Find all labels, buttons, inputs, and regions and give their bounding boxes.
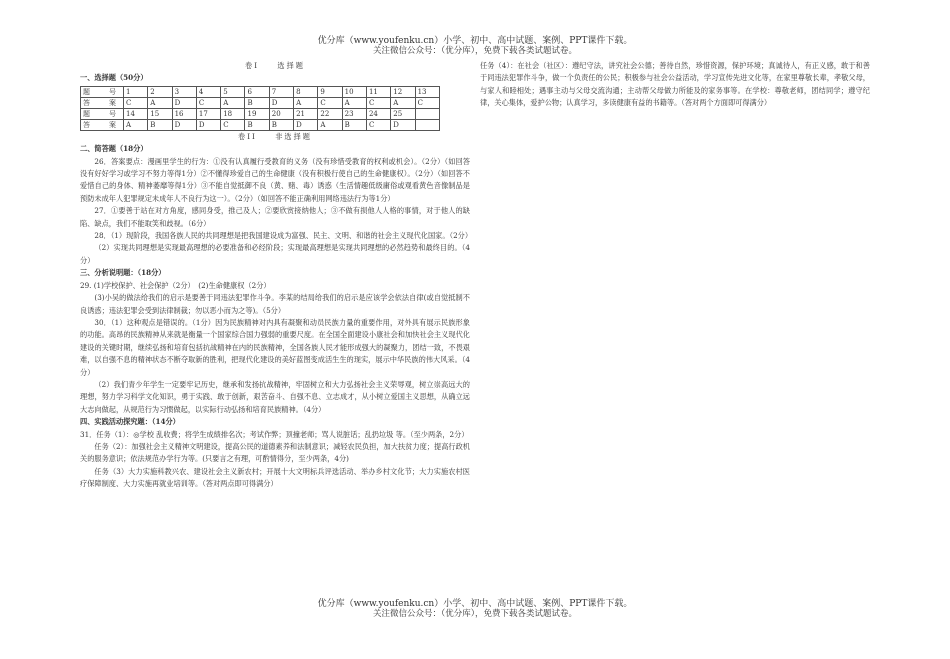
answer-30-2: （2）我们青少年学生一定要牢记历史，继承和发扬抗战精神，牢固树立和大力弘扬社会主义荣辱观，树立崇高远大的理想，努力学习科学文化知识，勇于实践、敢于创新，艰苦奋斗、自强不息、立志成才，从小树立爱国主义思想，从确立远大志向做起，从规范行为习惯做起，以实际行动弘扬和培育民族精神。（4分）	[80, 379, 470, 414]
juan1-title: 卷Ⅰ 选择题	[245, 61, 305, 70]
table-cell: A	[148, 97, 172, 108]
table-cell: D	[294, 119, 318, 130]
table-cell: D	[391, 119, 415, 130]
table-cell: A	[221, 97, 245, 108]
table-cell: C	[366, 97, 390, 108]
table-cell: A	[342, 97, 366, 108]
table-cell: 12	[391, 86, 415, 97]
table-cell: C	[196, 97, 220, 108]
juan2-title: 卷II 非选择题	[238, 131, 312, 141]
table-cell: C	[415, 97, 439, 108]
answer-28-1: 28．（1）现阶段，我国各族人民的共同理想是把我国建设成为富强、民主、文明、和谐的社会主义现代化国家。（2分）	[94, 231, 473, 241]
table-cell: 题 号	[81, 86, 124, 97]
table-cell: A	[318, 119, 342, 130]
table-cell	[415, 119, 439, 130]
table-cell: 19	[245, 108, 269, 119]
answer-31-task-1: 31．任务（1）：◎学校 乱收费；将学生成绩排名次；考试作弊；顶撞老师；骂人说脏话；乱扔垃圾 等。（至少两条，2分）	[80, 429, 469, 439]
table-cell	[415, 108, 439, 119]
table-cell: 3	[172, 86, 196, 97]
answer-31-task-2: 任务（2）：加强社会主义精神文明建设，提高公民的道德素养和法制意识；减轻农民负担，加大扶贫力度；提高行政机关的服务意识；依法规范办学行为等。(只要言之有理，可酌情得分，至少两条，4分)	[80, 441, 470, 464]
table-cell: 5	[221, 86, 245, 97]
table-cell: D	[172, 119, 196, 130]
table-cell: 14	[124, 108, 148, 119]
table-cell: 题 号	[81, 108, 124, 119]
table-cell: 13	[415, 86, 439, 97]
answer-31-task-4: 任务（4）：在社会（社区）：遵纪守法，讲究社会公德；善待自然，珍惜资源，保护环境；真诚待人，有正义感，敢于和善于同违法犯罪作斗争，做一个负责任的公民；积极参与社会公益活动，学习宣传先进文化等，在家里尊敬长辈，孝敬父母，与家人和睦相处；遇事主动与父母交流沟通；主动帮父母做力所能及的家务事等。在学校：尊敬老师，团结同学；遵守纪律，关心集体，爱护公物；认真学习，多读健康有益的书籍等。（答对两个方面即可得满分）	[480, 61, 870, 108]
table-cell: A	[294, 97, 318, 108]
table-cell: B	[342, 119, 366, 130]
table-cell: D	[172, 97, 196, 108]
table-cell: 22	[318, 108, 342, 119]
table-cell: A	[124, 119, 148, 130]
answer-26: 26．答案要点：漫画里学生的行为：①没有认真履行受教育的义务（没有珍惜受教育的权利或机会）。（2分）（如回答没有好好学习或学习不努力等得1分）②不懂得珍爱自己的生命健康（没有积极行使自己的生命健康权）。（2分）（如回答不爱惜自己的身体、精神萎靡等得1分）③不能自觉抵御不良（黄、赌、毒）诱惑（生活情趣低级庸俗或观看黄色音像制品是预防未成年人犯罪规定未成年人不良行为这一）。（2分）（如回答不能正确利用网络违法行为等1分）	[80, 156, 470, 203]
table-row	[81, 97, 440, 108]
table-cell: B	[245, 97, 269, 108]
table-cell: 23	[342, 108, 366, 119]
table-cell: 24	[366, 108, 390, 119]
table-cell: D	[196, 119, 220, 130]
left-column	[80, 60, 473, 491]
section-1-title: 一、选择题（50分）	[80, 73, 148, 83]
answer-29-1: 29. (1)学校保护、社会保护（2分） (2)生命健康权（2分）	[80, 280, 271, 290]
table-cell: 6	[245, 86, 269, 97]
answer-28-2: （2）实现共同理想是实现最高理想的必要准备和必经阶段；实现最高理想是实现共同理想的必然趋势和最终目的。（4分）	[80, 243, 470, 265]
right-column	[480, 60, 870, 110]
table-cell: 9	[318, 86, 342, 97]
table-cell: B	[148, 119, 172, 130]
table-cell: 7	[269, 86, 293, 97]
footer-line-1: 优分库（www.youfenku.cn）小学、初中、高中试题、案例、PPT课件下载。	[317, 599, 633, 609]
table-cell: 20	[269, 108, 293, 119]
table-cell: 21	[294, 108, 318, 119]
section-4-title: 四、实践活动探究题：（14分）	[80, 417, 180, 427]
answer-29-3: (3)小吴的做法给我们的启示是要善于同违法犯罪作斗争。李某的结局给我们的启示是应该学会依法自律(或自觉抵制不良诱惑；违法犯罪会受到法律制裁；勿以恶小而为之等)。（5分）	[80, 293, 470, 315]
table-cell: 答 案	[81, 119, 124, 130]
answer-30-1: 30．（1）这种观点是错误的。（1分）因为民族精神对内具有凝聚和动员民族力量的重要作用，对外具有展示民族形象的功能。高昂的民族精神从来就是衡量一个国家综合国力强弱的重要尺度。在全国全面建设小康社会和加快社会主义现代化建设的关键时期，继续弘扬和培育包括抗战精神在内的民族精神，全国各族人民才能形成强大的凝聚力，团结一致，不畏艰难，以自强不息的精神状态不断夺取新的胜利，把现代化建设的美好蓝图变成活生生的现实，展示中华民族的伟大风采。（4分）	[80, 317, 470, 377]
answer-27: 27．①要善于站在对方角度，感同身受，推己及人；②要欣赏接纳他人；③不做有损他人人格的事情，对于他人的缺陷、缺点，我们不能取笑和歧视。（6分）	[80, 206, 470, 228]
section-2-title: 二、简答题（18分）	[80, 144, 148, 154]
page-footer	[0, 599, 950, 619]
answer-table	[80, 86, 440, 131]
table-cell: A	[391, 97, 415, 108]
table-cell: D	[269, 97, 293, 108]
table-cell: C	[366, 119, 390, 130]
table-cell: 25	[391, 108, 415, 119]
table-cell: C	[318, 97, 342, 108]
table-cell: 18	[221, 108, 245, 119]
table-row	[81, 86, 440, 97]
table-cell: 4	[196, 86, 220, 97]
table-cell: B	[245, 119, 269, 130]
table-cell: 10	[342, 86, 366, 97]
page-header	[0, 36, 950, 56]
table-cell: 1	[124, 86, 148, 97]
table-cell: C	[221, 119, 245, 130]
header-line-2: 关注微信公众号：（优分库），免费下载各类试题试卷。	[372, 46, 577, 56]
table-row	[81, 108, 440, 119]
section-3-title: 三、分析说明题：（18分）	[80, 268, 166, 278]
table-cell: C	[124, 97, 148, 108]
header-line-1: 优分库（www.youfenku.cn）小学、初中、高中试题、案例、PPT课件下载。	[317, 36, 633, 46]
table-cell: 15	[148, 108, 172, 119]
answer-31-task-3: 任务（3）大力实施科教兴农、建设社会主义新农村；开展十大文明标兵评选活动、举办乡村文化节；大力实施农村医疗保障制度、大力实施再就业培训等。（答对两点即可得满分）	[80, 466, 470, 489]
footer-line-2: 关注微信公众号：（优分库），免费下载各类试题试卷。	[372, 609, 577, 619]
table-cell: 11	[366, 86, 390, 97]
table-row	[81, 119, 440, 130]
table-cell: B	[269, 119, 293, 130]
table-cell: 答 案	[81, 97, 124, 108]
table-cell: 8	[294, 86, 318, 97]
table-cell: 17	[196, 108, 220, 119]
table-cell: 16	[172, 108, 196, 119]
table-cell: 2	[148, 86, 172, 97]
